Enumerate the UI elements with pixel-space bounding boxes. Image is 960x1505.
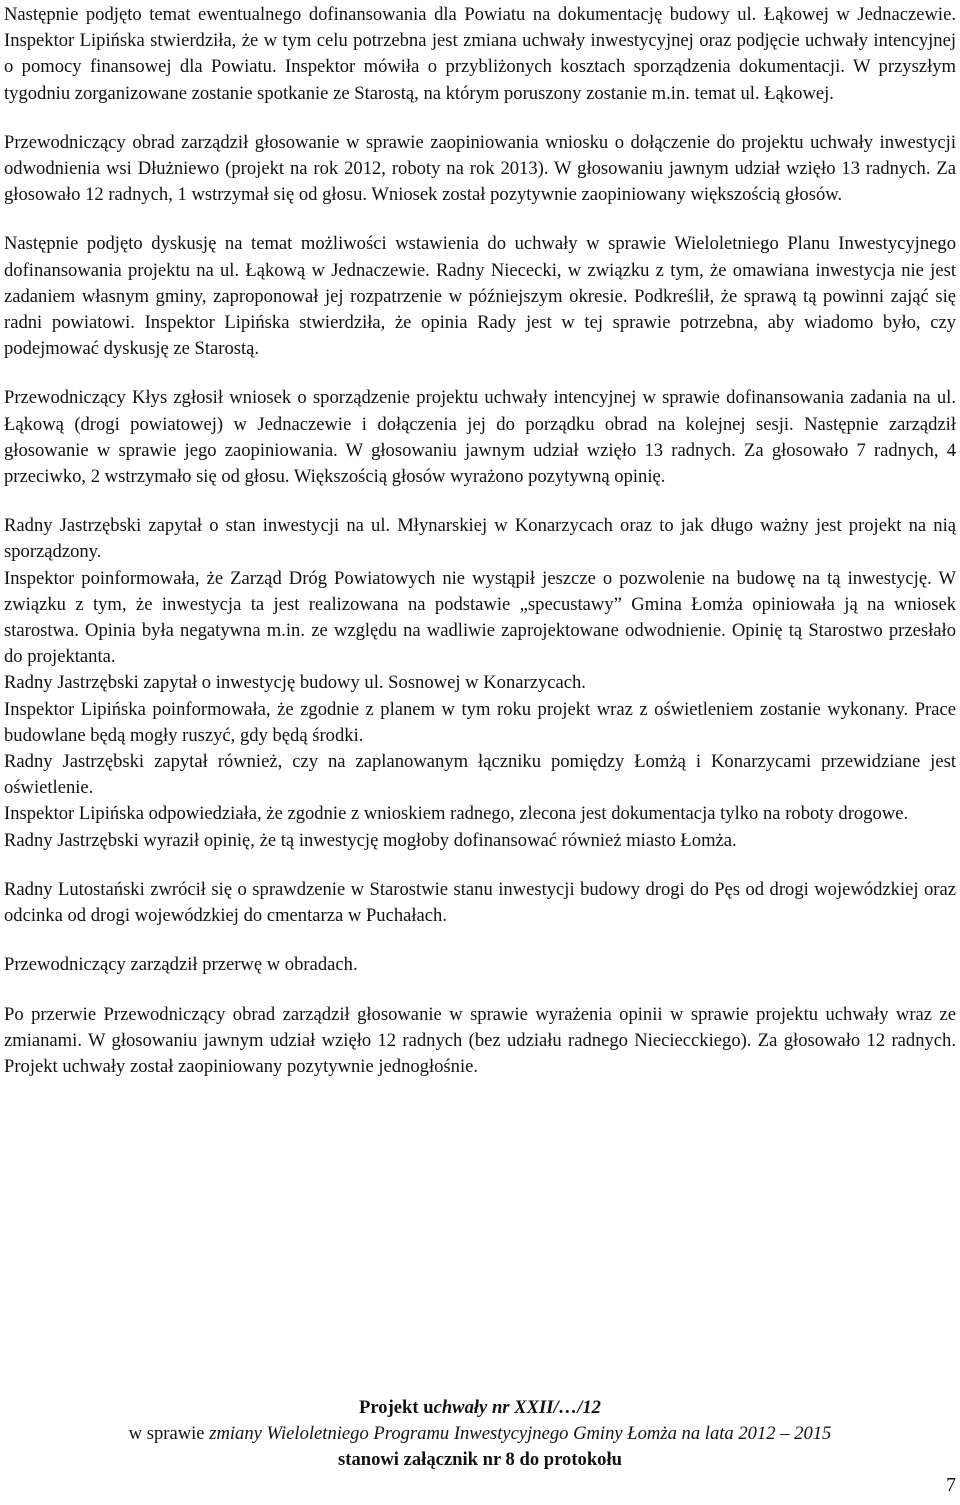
paragraph-glosowanie-dluzniewo: Przewodniczący obrad zarządził głosowanie w sprawie zaopiniowania wniosku o dołączenie do projektu uchwały inwestycji odwodnienia wsi Dłużniewo (projekt na rok 2012, roboty na rok 2013). W głosowaniu jawnym udział wzięło 13 radnych. Za głosowało 12 radnych, 1 wstrzymał się od głosu. Wniosek został pozytywnie zaopiniowany większością głosów.	[4, 131, 956, 206]
caption-line-2-prefix: w sprawie	[128, 1423, 210, 1444]
document-body	[4, 2, 956, 1103]
paragraph-dofinansowanie-lakowa: Następnie podjęto temat ewentualnego dofinansowania dla Powiatu na dokumentację budowy ul. Łąkowej w Jednaczewie. Inspektor Lipińska stwierdziła, że w tym celu potrzebna jest zmiana uchwały inwestycyjnej oraz podjęcie uchwały intencyjnej o pomocy finansowej dla Powiatu. Inspektor mówiła o przybliżonych kosztach sporządzenia dokumentacji. W przyszłym tygodniu zorganizowane zostanie spotkanie ze Starostą, na którym poruszony zostanie m.in. temat ul. Łąkowej.	[4, 4, 956, 104]
paragraph-wniosek-klys: Przewodniczący Kłys zgłosił wniosek o sporządzenie projektu uchwały intencyjnej w sprawie dofinansowania zadania na ul. Łąkową (drogi powiatowej) w Jednaczewie i dołączenia jej do porządku obrad na kolejnej sesji. Następnie zarządził głosowanie w sprawie jego zaopiniowania. W głosowaniu jawnym udział wzięło 13 radnych. Za głosowało 7 radnych, 4 przeciwko, 2 wstrzymało się od głosu. Większością głosów wyrażono pozytywną opinię.	[4, 387, 956, 488]
paragraph-przerwa: Przewodniczący zarządził przerwę w obradach.	[4, 954, 358, 976]
caption-line-1-italic: chwały nr XXII/…/12	[433, 1397, 601, 1418]
paragraph-pytanie-sosnowa: Radny Jastrzębski zapytał o inwestycję budowy ul. Sosnowej w Konarzycach.	[4, 672, 586, 694]
paragraph-odpowiedz-oswietlenie: Inspektor Lipińska odpowiedziała, że zgodnie z wnioskiem radnego, zlecona jest dokumentacja tylko na roboty drogowe.	[4, 803, 909, 825]
caption-line-1	[0, 1395, 960, 1421]
attachment-caption	[0, 1395, 960, 1473]
paragraph-odpowiedz-zdp: Inspektor poinformowała, że Zarząd Dróg Powiatowych nie wystąpił jeszcze o pozwolenie na budowę na tą inwestycję. W związku z tym, że inwestycja ta jest realizowana na podstawie „specustawy” Gmina Łomża opiniowała ją na wniosek starostwa. Opinia była negatywna m.in. ze względu na wadliwie zaprojektowane odwodnienie. Opinię tą Starostwo przesłało do projektanta.	[4, 567, 956, 668]
paragraph-po-przerwie: Po przerwie Przewodniczący obrad zarządził głosowanie w sprawie wyrażenia opinii w sprawie projektu uchwały wraz ze zmianami. W głosowaniu jawnym udział wzięło 12 radnych (bez udziału radnego Nieciecckiego). Za głosowało 12 radnych. Projekt uchwały został zaopiniowany pozytywnie jednogłośnie.	[4, 1003, 956, 1077]
paragraph-opinia-jastrzebski: Radny Jastrzębski wyraził opinię, że tą inwestycję mogłoby dofinansować również miasto Łomża.	[4, 829, 737, 851]
caption-line-2-italic: zmiany Wieloletniego Programu Inwestycyjnego Gminy Łomża na lata 2012 – 2015	[209, 1423, 832, 1444]
paragraph-pytanie-oswietlenie: Radny Jastrzębski zapytał również, czy na zaplanowanym łączniku pomiędzy Łomżą i Konarzycami przewidziane jest oświetlenie.	[4, 751, 956, 799]
paragraph-pytanie-mlynarska: Radny Jastrzębski zapytał o stan inwestycji na ul. Młynarskiej w Konarzycach oraz to jak długo ważny jest projekt na nią sporządzony.	[4, 515, 956, 563]
caption-line-1-bold: Projekt u	[359, 1397, 434, 1418]
paragraph-lutostanski: Radny Lutostański zwrócił się o sprawdzenie w Starostwie stanu inwestycji budowy drogi do Pęs od drogi wojewódzkiej oraz odcinka od drogi wojewódzkiej do cmentarza w Puchałach.	[4, 878, 956, 927]
caption-line-2	[0, 1421, 960, 1447]
caption-line-3: stanowi załącznik nr 8 do protokołu	[338, 1449, 622, 1470]
paragraph-dyskusja-wpi: Następnie podjęto dyskusję na temat możliwości wstawienia do uchwały w sprawie Wieloletniego Planu Inwestycyjnego dofinansowania projektu na ul. Łąkową w Jednaczewie. Radny Niececki, w związku z tym, że omawiana inwestycja nie jest zadaniem własnym gminy, zaproponował jej rozpatrzenie w późniejszym okresie. Podkreślił, że sprawą tą powinni zająć się radni powiatowi. Inspektor Lipińska stwierdziła, że opinia Rady jest w tej sprawie potrzebna, aby wiadomo było, czy podejmować dyskusję ze Starostą.	[4, 233, 956, 360]
page-number: 7	[946, 1474, 956, 1496]
paragraph-odpowiedz-sosnowa: Inspektor Lipińska poinformowała, że zgodnie z planem w tym roku projekt wraz z oświetleniem zostanie wykonany. Prace budowlane będą mogły ruszyć, gdy będą środki.	[4, 698, 956, 746]
